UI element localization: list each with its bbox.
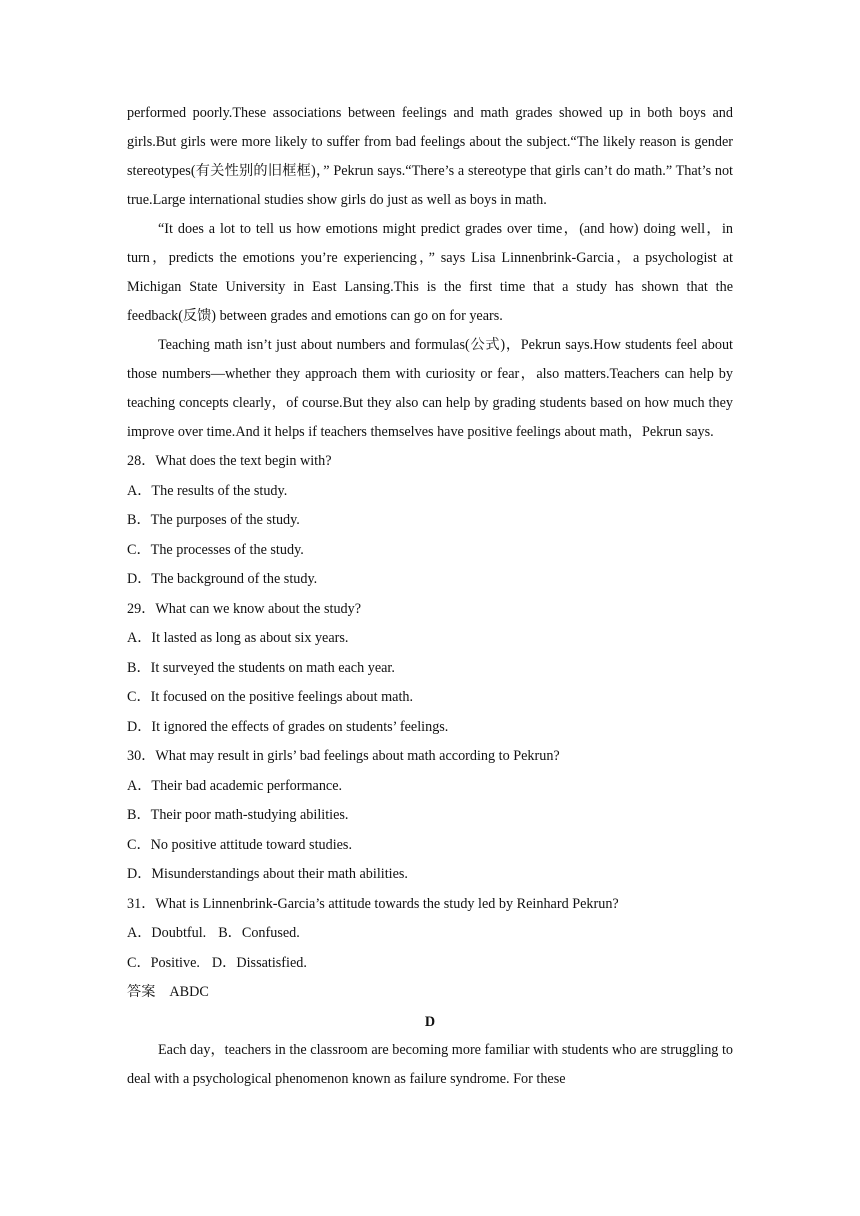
question-stem: 28．What does the text begin with? xyxy=(127,453,332,469)
option: C．Positive. xyxy=(127,954,200,971)
question-28 xyxy=(127,447,733,595)
option: D．Misunderstandings about their math abilities. xyxy=(127,866,408,882)
option: B．It surveyed the students on math each year. xyxy=(127,659,395,676)
question-stem: 29．What can we know about the study? xyxy=(127,600,362,617)
question-30 xyxy=(127,742,733,890)
answer-label: 答案 xyxy=(127,984,156,1000)
document-page xyxy=(127,99,733,1094)
option: D．It ignored the effects of grades on students’ feelings. xyxy=(127,718,449,735)
section-d-paragraph: Each day，teachers in the classroom are becoming more familiar with students who are struggling to deal with a psychological phenomenon known as failure syndrome. For these xyxy=(127,1041,733,1087)
option: B．Confused. xyxy=(218,925,300,941)
option-pair xyxy=(127,949,733,979)
question-stem: 31．What is Linnenbrink-Garcia’s attitude towards the study led by Reinhard Pekrun? xyxy=(127,895,619,912)
question-31 xyxy=(127,890,733,979)
passage-paragraph-1: performed poorly.These associations between feelings and math grades showed up in both boys and girls.But girls were more likely to suffer from bad feelings about the subject.“The likely reason is gender stereotypes(有关性别的旧框框)，” Pekrun says.“There’s a stereotype that girls can’t do math.” That’s not true.Large international studies show girls do just as well as boys in math. xyxy=(127,105,733,208)
option: C．No positive attitude toward studies. xyxy=(127,836,353,853)
option: B．The purposes of the study. xyxy=(127,512,300,528)
question-stem: 30．What may result in girls’ bad feelings about math according to Pekrun? xyxy=(127,748,560,764)
answer-value: ABDC xyxy=(169,984,209,1000)
passage-paragraph-3: Teaching math isn’t just about numbers and formulas(公式)，Pekrun says.How students feel about those numbers—whether they approach them with curiosity or fear，also matters.Teachers can help by teaching concepts clearly，of course.But they also can help by grading students based on how much they improve over time.And it helps if teachers themselves have positive feelings about math，Pekrun says. xyxy=(127,337,733,440)
section-title: D xyxy=(424,1013,436,1030)
option-pair xyxy=(127,919,733,949)
option: B．Their poor math-studying abilities. xyxy=(127,807,349,823)
option: A．Their bad academic performance. xyxy=(127,777,343,794)
option: A．It lasted as long as about six years. xyxy=(127,630,349,646)
answer-key xyxy=(127,978,733,1008)
question-29 xyxy=(127,595,733,743)
passage-paragraph-2: “It does a lot to tell us how emotions might predict grades over time，(and how) doing well，in turn，predicts the emotions you’re experiencing，” says Lisa Linnenbrink-Garcia，a psychologist at Michigan State University in East Lansing.This is the first time that a study has shown that the feedback(反馈) between grades and emotions can go on for years. xyxy=(127,221,733,324)
option: C．It focused on the positive feelings about math. xyxy=(127,689,414,705)
option: A．The results of the study. xyxy=(127,482,288,499)
option: A．Doubtful. xyxy=(127,925,207,941)
option: D．Dissatisfied. xyxy=(211,954,307,971)
option: C．The processes of the study. xyxy=(127,541,304,558)
option: D．The background of the study. xyxy=(127,571,318,587)
